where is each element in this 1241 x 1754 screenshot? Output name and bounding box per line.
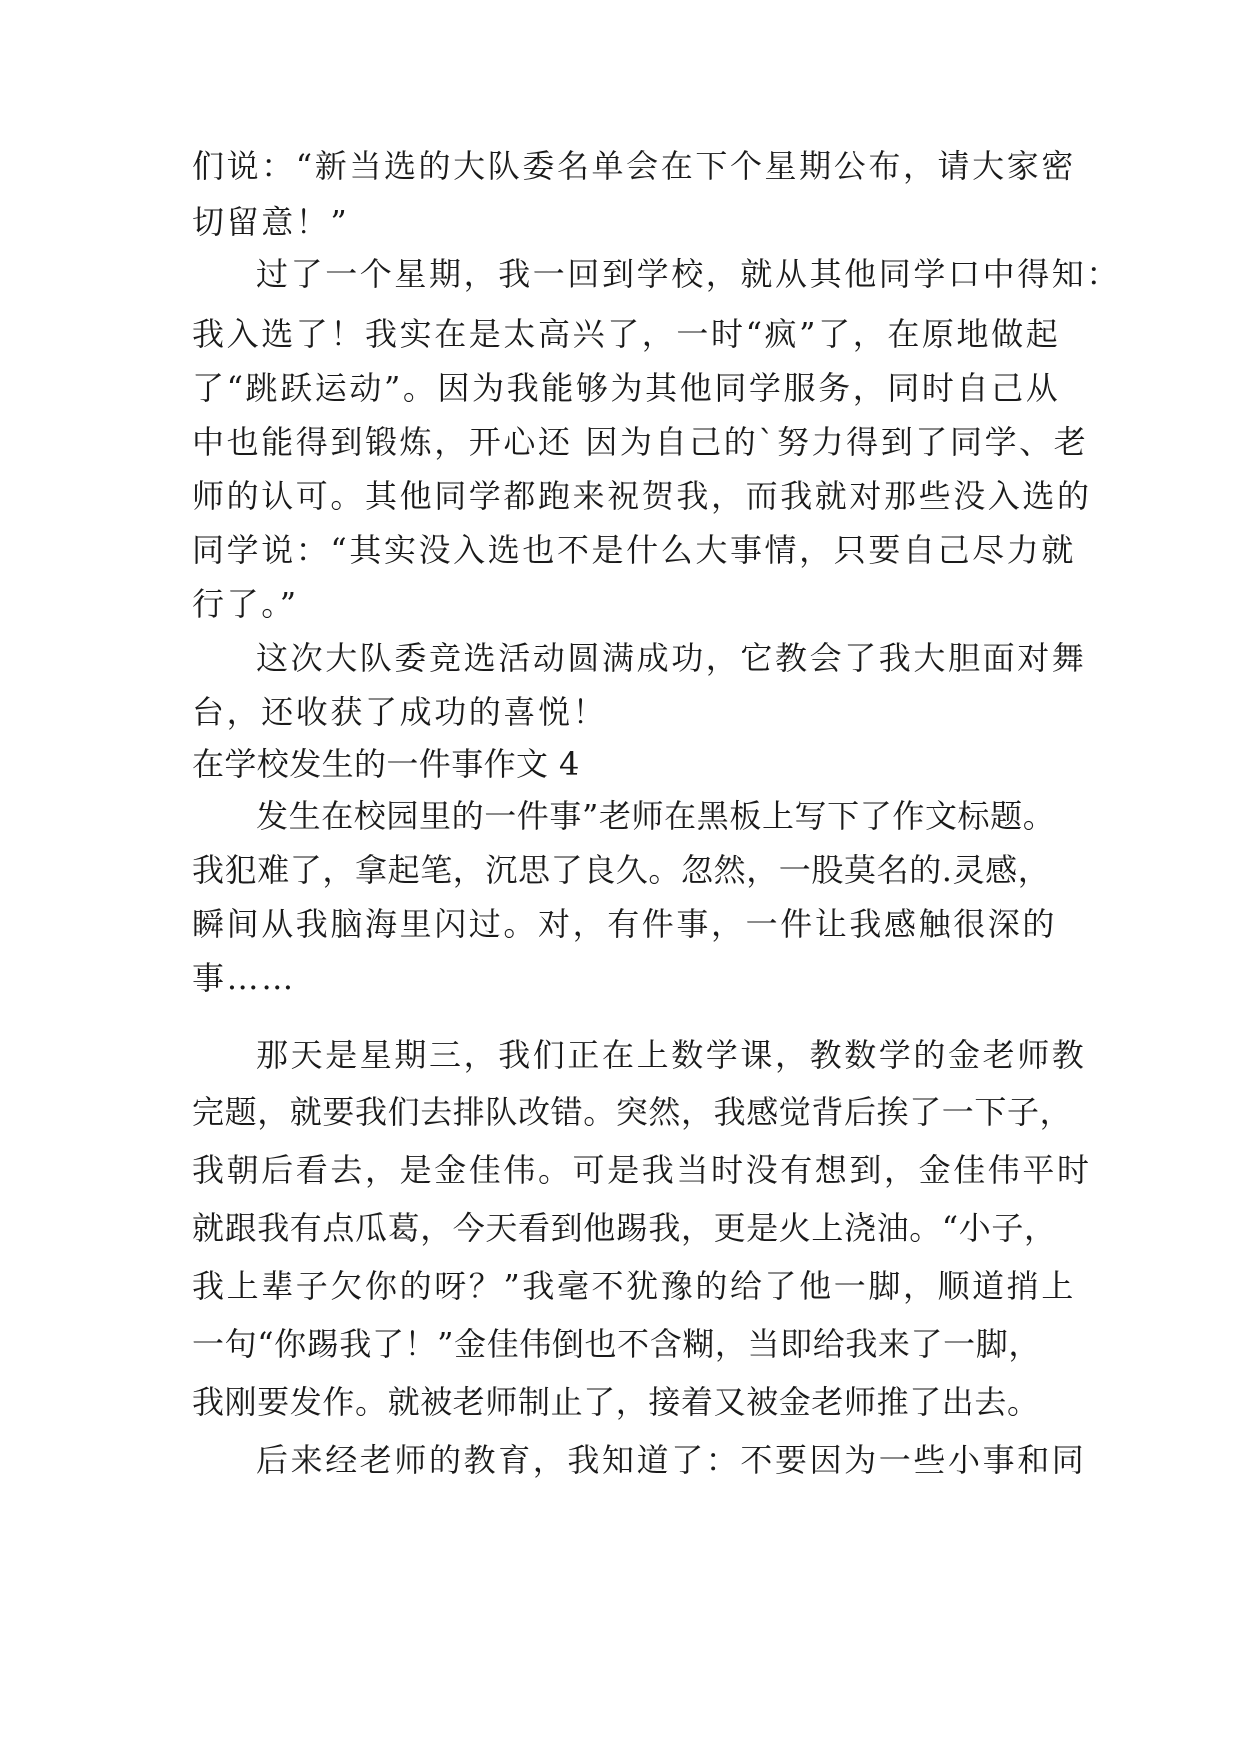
text-line: 们说：“新当选的大队委名单会在下个星期公布，请大家密 [192,147,1076,185]
text-line: 完题，就要我们去排队改错。突然，我感觉背后挨了一下子， [192,1093,1073,1131]
text-line: 我犯难了，拿起笔，沉思了良久。忽然，一股莫名的.灵感， [192,851,1051,889]
text-line: 我上辈子欠你的呀？”我毫不犹豫的给了他一脚，顺道捎上 [192,1267,1076,1305]
text-line: 台，还收获了成功的喜悦！ [192,693,608,731]
text-line: 切留意！” [192,203,350,241]
paragraph-first-line: 过了一个星期，我一回到学校，就从其他同学口中得知： [256,255,1122,293]
paragraph-first-line: 后来经老师的教育，我知道了：不要因为一些小事和同 [256,1441,1087,1479]
text-line: 师的认可。其他同学都跑来祝贺我，而我就对那些没入选的 [192,477,1092,515]
section-heading: 在学校发生的一件事作文 4 [192,745,580,783]
paragraph-first-line: 这次大队委竞选活动圆满成功，它教会了我大胆面对舞 [256,639,1087,677]
text-line: 一句“你踢我了！”金佳伟倒也不含糊，当即给我来了一脚， [192,1325,1041,1363]
text-line: 我入选了！我实在是太高兴了，一时“疯”了，在原地做起 [192,315,1061,353]
text-line: 事…… [192,959,296,997]
paragraph-first-line: 发生在校园里的一件事”老师在黑板上写下了作文标题。 [256,797,1056,835]
text-line: 了“跳跃运动”。因为我能够为其他同学服务，同时自己从 [192,369,1061,407]
text-line: 行了。” [192,585,299,623]
text-line: 就跟我有点瓜葛，今天看到他踢我，更是火上浇油。“小子， [192,1209,1057,1247]
text-line: 瞬间从我脑海里闪过。对，有件事，一件让我感触很深的 [192,905,1058,943]
paragraph-first-line: 那天是星期三，我们正在上数学课，教数学的金老师教 [256,1036,1087,1074]
text-line: 中也能得到锻炼，开心还 因为自己的`努力得到了同学、老 [192,423,1089,461]
text-line: 我朝后看去，是金佳伟。可是我当时没有想到，金佳伟平时 [192,1151,1092,1189]
text-line: 我刚要发作。就被老师制止了，接着又被金老师推了出去。 [192,1383,1040,1421]
text-line: 同学说：“其实没入选也不是什么大事情，只要自己尽力就 [192,531,1076,569]
